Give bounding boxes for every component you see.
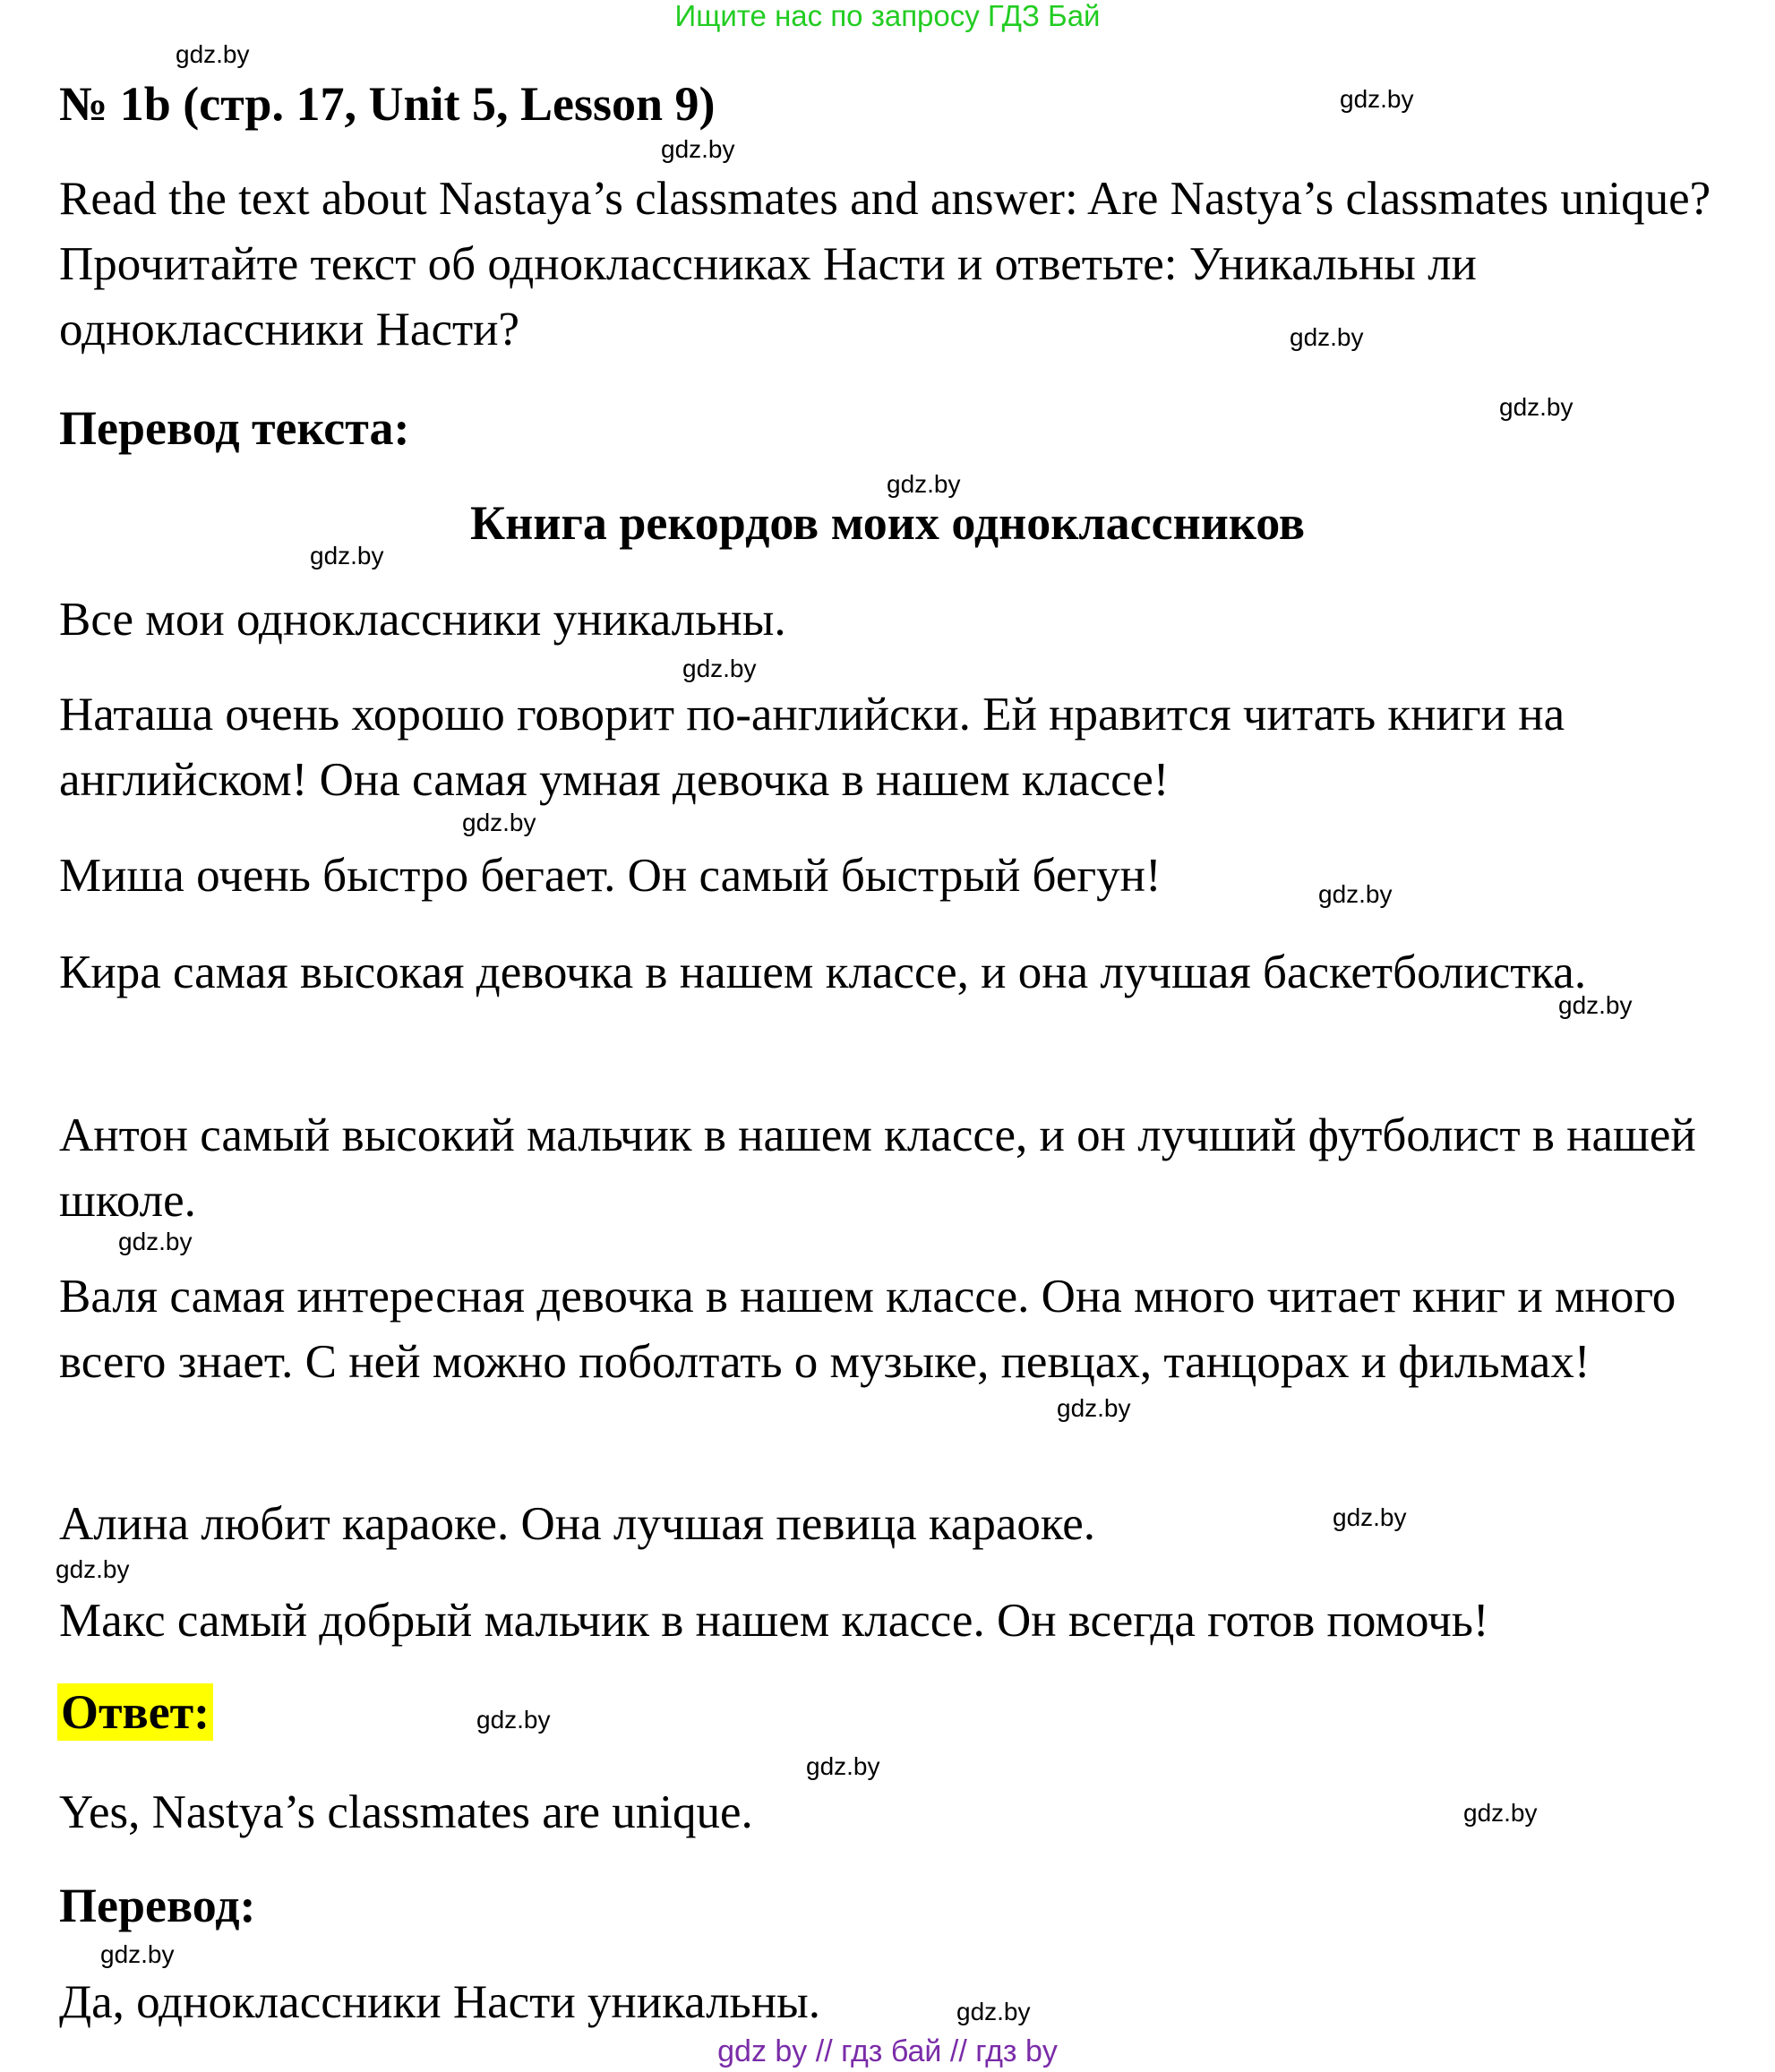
paragraph-anton: Антон самый высокий мальчик в нашем классе, и он лучший футболист в нашей школе. bbox=[59, 1109, 1696, 1227]
watermark: gdz.by bbox=[476, 1706, 551, 1734]
watermark: gdz.by bbox=[310, 542, 384, 569]
paragraph-kira: Кира самая высокая девочка в нашем классе, и она лучшая баскетболистка. bbox=[59, 946, 1587, 998]
watermark: gdz.by bbox=[956, 1998, 1031, 2025]
watermark: gdz.by bbox=[1340, 85, 1414, 113]
paragraph-max: Макс самый добрый мальчик в нашем классе. Он всегда готов помочь! bbox=[59, 1595, 1489, 1647]
task-text: Read the text about Nastaya’s classmates and answer: Are Nastya’s classmates unique? Прочитайте текст об одноклассниках Насти и ответьте: Уникальны ли одноклассники Насти? bbox=[59, 173, 1711, 355]
paragraph-misha: Миша очень быстро бегает. Он самый быстрый бегун! bbox=[59, 850, 1162, 902]
watermark: gdz.by bbox=[1290, 323, 1364, 351]
watermark: gdz.by bbox=[118, 1228, 193, 1255]
search-hint-banner: Ищите нас по запросу ГДЗ Бай bbox=[674, 0, 1101, 32]
watermark: gdz.by bbox=[1499, 393, 1573, 421]
watermark: gdz.by bbox=[1463, 1799, 1538, 1827]
watermark: gdz.by bbox=[1057, 1394, 1131, 1422]
answer-translation-text: Да, одноклассники Насти уникальны. bbox=[59, 1976, 820, 2028]
watermark: gdz.by bbox=[462, 809, 536, 836]
watermark: gdz.by bbox=[1318, 880, 1393, 908]
page-title: № 1b (стр. 17, Unit 5, Lesson 9) bbox=[59, 77, 716, 131]
answer-text: Yes, Nastya’s classmates are unique. bbox=[59, 1786, 753, 1838]
paragraph-all-unique: Все мои одноклассники уникальны. bbox=[59, 594, 786, 646]
watermark: gdz.by bbox=[661, 135, 735, 163]
text-title: Книга рекордов моих одноклассников bbox=[469, 496, 1306, 550]
watermark: gdz.by bbox=[806, 1752, 880, 1780]
paragraph-natasha: Наташа очень хорошо говорит по-английски. Ей нравится читать книги на английском! Она самая умная девочка в нашем классе! bbox=[59, 689, 1565, 806]
watermark: gdz.by bbox=[100, 1940, 175, 1968]
watermark: gdz.by bbox=[682, 655, 757, 682]
paragraph-alina: Алина любит караоке. Она лучшая певица караоке. bbox=[59, 1498, 1096, 1550]
translation-heading: Перевод текста: bbox=[59, 401, 410, 455]
answer-translation-heading: Перевод: bbox=[59, 1879, 256, 1932]
answer-label: Ответ: bbox=[57, 1683, 213, 1741]
watermark: gdz.by bbox=[1333, 1503, 1407, 1531]
footer-links: gdz by // гдз бай // гдз by bbox=[717, 2034, 1058, 2068]
watermark: gdz.by bbox=[56, 1555, 130, 1583]
watermark: gdz.by bbox=[1558, 991, 1633, 1019]
watermark: gdz.by bbox=[176, 40, 250, 68]
paragraph-valya: Валя самая интересная девочка в нашем классе. Она много читает книг и много всего знает. С ней можно поболтать о музыке, певцах, танцорах и фильмах! bbox=[59, 1271, 1676, 1388]
watermark: gdz.by bbox=[887, 470, 961, 498]
